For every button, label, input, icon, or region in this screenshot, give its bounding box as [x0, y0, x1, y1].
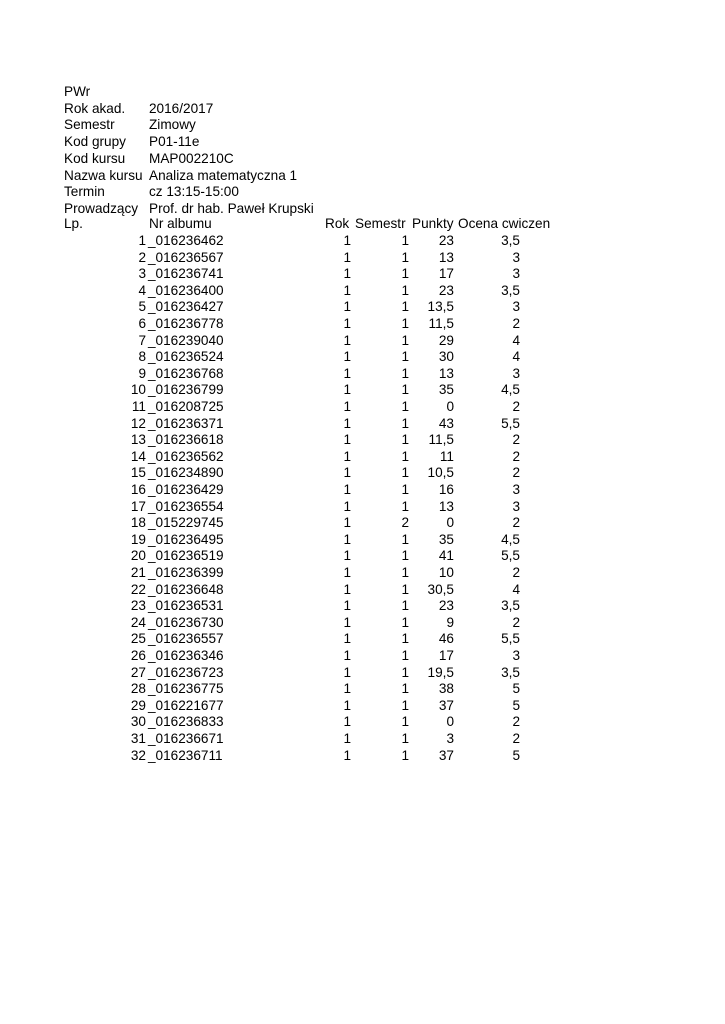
cell-ocena: 3	[512, 249, 520, 265]
table-row	[0, 316, 725, 333]
cell-punkty: 43	[438, 415, 454, 431]
cell-album: _016236531	[148, 598, 224, 614]
cell-album: _016239040	[148, 332, 224, 348]
header-label: Kod kursu	[64, 150, 126, 166]
cell-lp: 15	[130, 465, 146, 481]
header-value: Analiza matematyczna 1	[149, 167, 298, 183]
cell-ocena: 2	[512, 515, 520, 531]
cell-rok: 1	[343, 432, 351, 448]
cell-lp: 30	[130, 714, 146, 730]
table-row	[0, 250, 725, 267]
header-label: Prowadzący	[64, 200, 139, 216]
cell-album: _016236462	[148, 233, 224, 248]
cell-rok: 1	[343, 531, 351, 547]
cell-lp: 27	[130, 664, 146, 680]
cell-semestr: 1	[401, 648, 409, 663]
cell-ocena: 3	[512, 266, 520, 282]
cell-album: _016236711	[148, 747, 223, 763]
cell-semestr: 1	[401, 266, 409, 282]
table-row	[0, 299, 725, 316]
cell-album: _016208725	[148, 399, 224, 414]
cell-rok: 1	[343, 548, 351, 564]
cell-lp: 11	[131, 399, 146, 414]
cell-semestr: 1	[401, 282, 409, 298]
header-value: MAP002210C	[149, 150, 234, 166]
cell-lp: 26	[130, 648, 146, 663]
cell-lp: 23	[130, 598, 146, 614]
cell-rok: 1	[343, 681, 351, 697]
cell-ocena: 3	[512, 498, 520, 514]
cell-lp: 17	[130, 498, 146, 514]
cell-semestr: 1	[401, 614, 409, 630]
cell-punkty: 29	[438, 332, 454, 348]
table-row	[0, 333, 725, 350]
cell-lp: 32	[130, 747, 146, 763]
cell-lp: 22	[130, 581, 146, 597]
cell-semestr: 1	[401, 233, 409, 248]
table-row	[0, 266, 725, 283]
cell-album: _016236399	[148, 565, 224, 580]
cell-rok: 1	[343, 282, 351, 298]
cell-semestr: 1	[401, 299, 409, 315]
table-row	[0, 582, 725, 599]
cell-punkty: 38	[438, 681, 454, 697]
cell-album: _016221677	[148, 697, 224, 713]
cell-lp: 31	[130, 731, 146, 746]
cell-punkty: 23	[438, 233, 454, 248]
cell-lp: 8	[138, 349, 146, 365]
cell-semestr: 1	[401, 731, 409, 746]
cell-ocena: 3	[512, 365, 520, 381]
cell-lp: 5	[138, 299, 146, 315]
cell-punkty: 10	[438, 565, 454, 580]
cell-punkty: 17	[438, 648, 454, 663]
header-label: Rok akad.	[64, 100, 126, 116]
cell-punkty: 37	[438, 747, 454, 763]
table-row	[0, 449, 725, 466]
cell-rok: 1	[343, 498, 351, 514]
cell-album: _016236346	[148, 648, 224, 663]
header-label: Termin	[64, 184, 105, 200]
cell-ocena: 4,5	[501, 382, 520, 398]
cell-punkty: 11	[439, 448, 454, 464]
table-row	[0, 482, 725, 499]
cell-semestr: 1	[401, 332, 409, 348]
cell-ocena: 4,5	[501, 531, 520, 547]
cell-album: _016236775	[148, 681, 224, 697]
cell-ocena: 3,5	[501, 598, 520, 614]
header-label: Kod grupy	[64, 134, 126, 150]
cell-lp: 13	[130, 432, 146, 448]
cell-rok: 1	[343, 349, 351, 365]
table-row	[0, 631, 725, 648]
cell-punkty: 19,5	[427, 664, 454, 680]
cell-rok: 1	[343, 581, 351, 597]
cell-semestr: 1	[401, 664, 409, 680]
cell-album: _016236671	[148, 731, 224, 746]
cell-semestr: 1	[401, 399, 409, 414]
column-header-lp: Lp.	[64, 216, 83, 231]
table-row	[0, 416, 725, 433]
table-row	[0, 515, 725, 532]
cell-rok: 1	[343, 382, 351, 398]
cell-album: _016236519	[148, 548, 224, 564]
cell-lp: 16	[130, 482, 146, 497]
header-value: Prof. dr hab. Paweł Krupski	[149, 200, 314, 216]
cell-lp: 4	[138, 282, 146, 298]
cell-semestr: 1	[401, 681, 409, 697]
cell-semestr: 1	[401, 316, 409, 331]
cell-lp: 20	[130, 548, 146, 564]
header-label: PWr	[64, 84, 91, 99]
cell-album: _016236648	[148, 581, 224, 597]
cell-semestr: 1	[401, 565, 409, 580]
header-label: Nazwa kursu	[64, 167, 143, 183]
cell-rok: 1	[343, 399, 351, 414]
cell-punkty: 0	[446, 399, 454, 414]
cell-punkty: 9	[446, 614, 454, 630]
cell-ocena: 3,5	[501, 664, 520, 680]
cell-semestr: 1	[401, 531, 409, 547]
cell-album: _016236778	[148, 316, 224, 331]
cell-ocena: 4	[512, 349, 520, 365]
cell-rok: 1	[343, 249, 351, 265]
cell-ocena: 3	[512, 299, 520, 315]
cell-lp: 9	[138, 365, 146, 381]
cell-punkty: 30,5	[427, 581, 454, 597]
cell-semestr: 1	[401, 349, 409, 365]
cell-rok: 1	[343, 731, 351, 746]
header-label: Semestr	[64, 117, 115, 133]
table-row	[0, 714, 725, 731]
cell-lp: 2	[138, 249, 146, 265]
cell-semestr: 1	[401, 448, 409, 464]
cell-rok: 1	[343, 648, 351, 663]
cell-lp: 21	[130, 565, 146, 580]
cell-ocena: 5	[512, 697, 520, 713]
header-value: cz 13:15-15:00	[149, 184, 239, 200]
cell-album: _016236833	[148, 714, 224, 730]
header-value: 2016/2017	[149, 100, 214, 116]
cell-semestr: 1	[401, 249, 409, 265]
cell-lp: 25	[130, 631, 146, 647]
cell-semestr: 1	[401, 432, 409, 448]
cell-semestr: 1	[401, 365, 409, 381]
cell-semestr: 1	[401, 482, 409, 497]
cell-semestr: 1	[401, 382, 409, 398]
cell-punkty: 11,5	[428, 432, 454, 448]
cell-punkty: 3	[446, 731, 454, 746]
cell-album: _016236557	[148, 631, 224, 647]
cell-ocena: 2	[512, 714, 520, 730]
cell-punkty: 13	[438, 498, 454, 514]
cell-album: _016236799	[148, 382, 224, 398]
table-row	[0, 748, 725, 765]
table-row	[0, 648, 725, 665]
cell-ocena: 5,5	[501, 631, 520, 647]
cell-punkty: 23	[438, 282, 454, 298]
table-row	[0, 283, 725, 300]
cell-semestr: 1	[401, 498, 409, 514]
cell-ocena: 3,5	[501, 233, 520, 248]
cell-punkty: 0	[446, 515, 454, 531]
cell-ocena: 3,5	[501, 282, 520, 298]
cell-ocena: 2	[512, 565, 520, 580]
cell-semestr: 1	[401, 415, 409, 431]
cell-rok: 1	[343, 565, 351, 580]
table-row	[0, 465, 725, 482]
cell-lp: 12	[130, 415, 146, 431]
cell-semestr: 1	[401, 548, 409, 564]
table-row	[0, 731, 725, 748]
cell-lp: 1	[138, 233, 146, 248]
table-row	[0, 698, 725, 715]
cell-ocena: 5,5	[501, 415, 520, 431]
cell-album: _016236495	[148, 531, 224, 547]
cell-album: _016236567	[148, 249, 224, 265]
table-row	[0, 399, 725, 416]
cell-lp: 7	[138, 332, 146, 348]
cell-ocena: 2	[512, 448, 520, 464]
cell-punkty: 13	[438, 249, 454, 265]
cell-rok: 1	[343, 299, 351, 315]
cell-album: _016236723	[148, 664, 224, 680]
cell-punkty: 13,5	[427, 299, 454, 315]
cell-semestr: 1	[401, 714, 409, 730]
cell-ocena: 2	[512, 614, 520, 630]
cell-album: _016236618	[148, 432, 224, 448]
cell-ocena: 2	[512, 465, 520, 481]
table-row	[0, 665, 725, 682]
cell-lp: 10	[130, 382, 146, 398]
cell-rok: 1	[343, 697, 351, 713]
cell-semestr: 1	[401, 747, 409, 763]
cell-album: _016236768	[148, 365, 224, 381]
cell-rok: 1	[343, 631, 351, 647]
cell-lp: 14	[130, 448, 146, 464]
table-row	[0, 349, 725, 366]
table-row	[0, 548, 725, 565]
cell-rok: 1	[343, 365, 351, 381]
column-header-punkty: Punkty	[412, 216, 454, 231]
cell-punkty: 23	[438, 598, 454, 614]
cell-lp: 19	[130, 531, 146, 547]
cell-album: _016236371	[148, 415, 224, 431]
cell-punkty: 16	[438, 482, 454, 497]
cell-album: _016236400	[148, 282, 224, 298]
cell-ocena: 4	[512, 581, 520, 597]
cell-lp: 18	[130, 515, 146, 531]
column-header-semestr: Semestr	[355, 216, 406, 231]
cell-rok: 1	[343, 747, 351, 763]
cell-punkty: 35	[438, 531, 454, 547]
cell-rok: 1	[343, 664, 351, 680]
cell-punkty: 37	[438, 697, 454, 713]
column-header-ocena: Ocena cwiczen	[458, 216, 551, 231]
cell-semestr: 1	[401, 697, 409, 713]
cell-album: _016236427	[148, 299, 224, 315]
cell-punkty: 46	[438, 631, 454, 647]
cell-semestr: 1	[401, 598, 409, 614]
table-row	[0, 598, 725, 615]
cell-rok: 1	[343, 482, 351, 497]
header-value: Zimowy	[149, 117, 196, 133]
cell-ocena: 2	[512, 316, 520, 331]
cell-ocena: 3	[512, 648, 520, 663]
header-value: P01-11e	[149, 134, 200, 150]
cell-lp: 6	[138, 316, 146, 331]
cell-semestr: 1	[401, 631, 409, 647]
cell-lp: 28	[130, 681, 146, 697]
cell-album: _015229745	[148, 515, 224, 531]
table-row	[0, 565, 725, 582]
cell-rok: 1	[343, 266, 351, 282]
cell-ocena: 2	[512, 399, 520, 414]
column-header-row	[0, 216, 725, 233]
cell-semestr: 2	[401, 515, 409, 531]
cell-punkty: 0	[446, 714, 454, 730]
cell-rok: 1	[343, 614, 351, 630]
cell-rok: 1	[343, 415, 351, 431]
table-row	[0, 366, 725, 383]
cell-album: _016236730	[148, 614, 224, 630]
cell-rok: 1	[343, 515, 351, 531]
cell-rok: 1	[343, 714, 351, 730]
cell-rok: 1	[343, 233, 351, 248]
cell-album: _016236741	[148, 266, 224, 282]
cell-ocena: 5,5	[501, 548, 520, 564]
cell-ocena: 2	[512, 432, 520, 448]
cell-lp: 3	[138, 266, 146, 282]
column-header-album: Nr albumu	[149, 216, 212, 231]
table-row	[0, 499, 725, 516]
cell-rok: 1	[343, 316, 351, 331]
cell-lp: 29	[130, 697, 146, 713]
table-row	[0, 432, 725, 449]
cell-punkty: 30	[438, 349, 454, 365]
cell-ocena: 4	[512, 332, 520, 348]
table-row	[0, 233, 725, 250]
cell-album: _016234890	[148, 465, 224, 481]
cell-rok: 1	[343, 448, 351, 464]
table-row	[0, 532, 725, 549]
cell-album: _016236562	[148, 448, 224, 464]
cell-punkty: 13	[438, 365, 454, 381]
cell-semestr: 1	[401, 581, 409, 597]
cell-punkty: 41	[438, 548, 454, 564]
cell-album: _016236554	[148, 498, 224, 514]
cell-ocena: 3	[512, 482, 520, 497]
cell-punkty: 11,5	[428, 316, 454, 331]
cell-rok: 1	[343, 332, 351, 348]
cell-ocena: 2	[512, 731, 520, 746]
table-row	[0, 382, 725, 399]
cell-ocena: 5	[512, 747, 520, 763]
cell-lp: 24	[130, 614, 146, 630]
cell-album: _016236524	[148, 349, 224, 365]
cell-punkty: 17	[438, 266, 454, 282]
table-row	[0, 681, 725, 698]
cell-punkty: 35	[438, 382, 454, 398]
column-header-rok: Rok	[325, 216, 350, 231]
cell-semestr: 1	[401, 465, 409, 481]
table-row	[0, 615, 725, 632]
cell-rok: 1	[343, 598, 351, 614]
cell-album: _016236429	[148, 482, 224, 497]
cell-ocena: 5	[512, 681, 520, 697]
cell-rok: 1	[343, 465, 351, 481]
cell-punkty: 10,5	[427, 465, 454, 481]
